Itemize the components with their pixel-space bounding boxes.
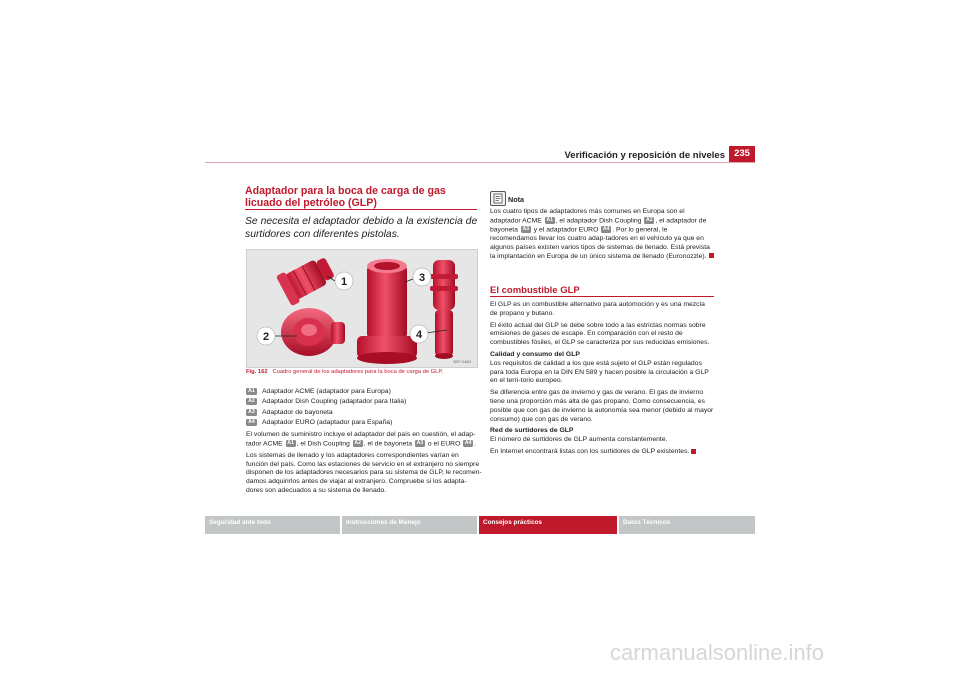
title-divider <box>245 209 477 210</box>
footer-tab-instrucciones[interactable]: Instrucciones de Manejo <box>342 516 477 534</box>
callout-2-label: 2 <box>262 331 270 343</box>
callout-1-label: 1 <box>340 276 348 288</box>
glp-internet <box>490 448 714 457</box>
text-run: o el EURO <box>427 440 461 448</box>
inline-badge: A4 <box>602 225 610 232</box>
callout-3 <box>413 268 431 286</box>
adapters-illustration <box>247 250 477 367</box>
inline-badge: A1 <box>546 216 553 223</box>
text-run: , el adaptador Dish Coupling <box>555 217 642 225</box>
footer-tab-datos[interactable]: Datos Técnicos <box>619 516 755 534</box>
inline-badge: A2 <box>646 216 653 223</box>
callout-1 <box>335 272 353 290</box>
end-marker <box>709 253 714 258</box>
legend-text: Adaptador EURO (adaptador para España) <box>262 419 393 427</box>
end-marker <box>691 449 696 454</box>
legend-item <box>246 407 482 418</box>
inline-badge: A4 <box>464 439 472 446</box>
footer-tab-consejos[interactable]: Consejos prácticos <box>479 516 617 534</box>
figure-caption <box>246 369 482 375</box>
text-run: y el adaptador EURO <box>533 226 599 234</box>
section-title-glp: El combustible GLP <box>490 285 580 296</box>
caption-text: Cuadro general de los adaptadores para la boca de carga de GLP. <box>272 369 444 375</box>
subheading-network: Red de surtidores de GLP <box>490 427 574 435</box>
note-paragraph <box>490 208 714 261</box>
inline-badge: A1 <box>287 439 294 446</box>
running-header-title: Verificación y reposición de niveles <box>564 150 725 161</box>
text-run: Los cuatro tipos de adaptadores más comunes en Europa son el adaptador ACME <box>490 208 685 225</box>
dish-coupling-adapter-shape <box>281 308 345 356</box>
left-body-text <box>246 431 482 499</box>
text-run: El volumen de suministro incluye el adaptador del país en cuestión, el adap-tador ACME <box>246 431 476 448</box>
glp-seasons: Se diferencia entre gas de invierno y gas de verano. El gas de invierno tiene una proporción más alta de gas propano. Como consecuencia, es posible que con gas de invierno la autonomía sea menor (debido al mayor consumo) que con gas de verano. <box>490 389 714 423</box>
subheading-quality: Calidad y consumo del GLP <box>490 350 580 358</box>
legend-text: Adaptador Dish Coupling (adaptador para Italia) <box>262 398 407 406</box>
text-run: , el Dish Coupling <box>296 440 350 448</box>
glp-network: El número de surtidores de GLP aumenta constantemente. <box>490 436 668 444</box>
callout-4-label: 4 <box>415 329 423 341</box>
legend-badge: A4 <box>246 419 257 426</box>
adapter-figure <box>246 249 478 368</box>
text-run: , el de bayoneta <box>363 440 413 448</box>
callout-3-label: 3 <box>418 272 426 284</box>
inline-badge: A3 <box>416 439 424 446</box>
page-number: 235 <box>729 146 755 162</box>
header-divider <box>205 162 755 163</box>
legend-badge: A3 <box>246 409 257 416</box>
glp-success: El éxito actual del GLP se debe sobre todo a las estrictas normas sobre emisiones de gases de escape. En comparación con el resto de combustibles fósiles, el GLP se caracteriza por sus reducidas emisiones. <box>490 321 710 347</box>
inline-badge: A3 <box>522 225 530 232</box>
inline-badge: A2 <box>354 439 362 446</box>
article-title: Adaptador para la boca de carga de gas licuado del petróleo (GLP) <box>245 185 446 209</box>
filling-systems-paragraph: Los sistemas de llenado y los adaptadores correspondientes varían en función del país. Como las estaciones de servicio en el extranjero no siempre disponen de los adaptadores necesarios para su sistema de GLP, le recomen-damos adquirirlos antes de viajar al extranjero. Compruebe si los adapta-dores son adecuados a su sistema de llenado. <box>246 451 482 495</box>
callout-2 <box>257 327 275 345</box>
watermark: carmanualsonline.info <box>610 640 825 665</box>
euro-adapter-shape <box>430 260 458 359</box>
adapter-legend <box>246 386 482 428</box>
legend-text: Adaptador de bayoneta <box>262 408 333 416</box>
caption-label: Fig. 162 <box>246 369 268 375</box>
section-divider <box>490 296 714 297</box>
bayonet-adapter-shape <box>357 259 417 364</box>
supply-paragraph <box>246 431 482 449</box>
glp-quality: Los requisitos de calidad a los que está sujeto el GLP están regulados para toda Europa en la DIN EN 589 y hacen posible la circulación a GLP en el terri-torio europeo. <box>490 359 709 385</box>
text-run: , el adaptador de bayoneta <box>490 217 707 234</box>
callout-4 <box>410 325 428 343</box>
legend-badge: A2 <box>246 398 257 405</box>
figure-code: B5F-0484 <box>453 359 471 364</box>
note-label: Nota <box>508 195 524 204</box>
article-subtitle: Se necesita el adaptador debido a la existencia de surtidores con diferentes pistolas. <box>245 216 478 240</box>
acme-adapter-shape <box>276 252 338 306</box>
glp-body <box>490 301 714 460</box>
footer-tab-seguridad[interactable]: Seguridad ante todo <box>205 516 340 534</box>
note-icon <box>490 191 506 206</box>
legend-item <box>246 386 482 397</box>
legend-text: Adaptador ACME (adaptador para Europa) <box>262 387 391 395</box>
glp-intro: El GLP es un combustible alternativo para automoción y es una mezcla de propano y butano. <box>490 301 705 317</box>
note-body <box>490 208 714 264</box>
text-run: En Internet encontrará listas con los surtidores de GLP existentes. <box>490 447 690 455</box>
legend-item <box>246 397 482 408</box>
text-run: . <box>474 440 477 448</box>
text-run: . Por lo general, le recomendamos llevar los cuatro adap-tadores en el vehículo ya que en algunos países existen varios tipos de sistemas de llenado. Está prevista la implantación en Europa de un único sistema de llenado (Euronozzle). <box>490 226 710 260</box>
legend-item <box>246 418 482 429</box>
legend-badge: A1 <box>246 388 257 395</box>
